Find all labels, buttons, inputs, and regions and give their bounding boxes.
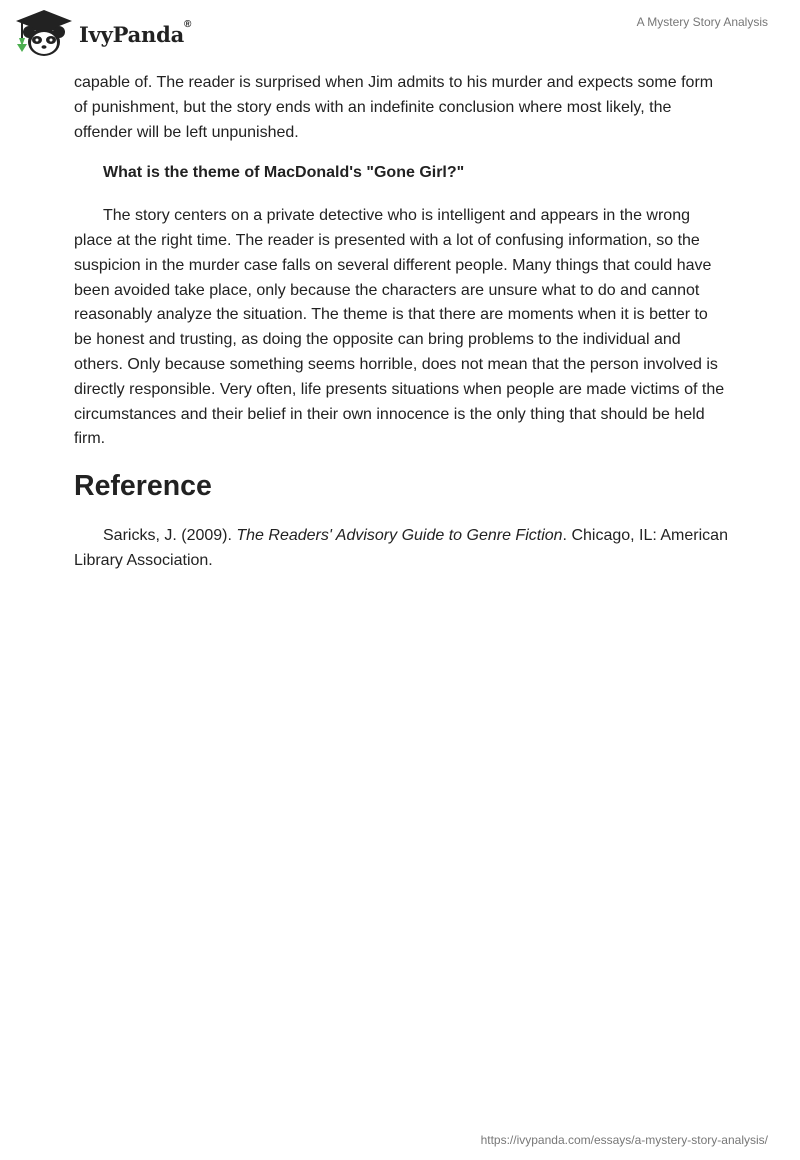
page-header [0, 0, 800, 70]
source-url[interactable]: https://ivypanda.com/essays/a-mystery-story-analysis/ [480, 1133, 768, 1147]
reference-publisher: . Chicago, IL: American Library Association. [74, 527, 728, 569]
logo-wordmark [79, 18, 192, 47]
paragraph-theme: The story centers on a private detective who is intelligent and appears in the wrong place at the right time. The reader is presented with a lot of confusing information, so the suspicion in the murder case falls on several different people. Many things that could have been avoided take place, only because the characters are unsure what to do and cannot reasonably analyze the situation. The theme is that there are moments when it is better to be honest and trusting, as doing the opposite can bring problems to the individual and others. Only because something seems horrible, does not mean that the person involved is directly responsible. Very often, life presents situations when people are made victims of the circumstances and their belief in their own innocence is the only thing that should be held firm. [74, 207, 725, 448]
essay-content [74, 71, 730, 574]
paragraph-continued: capable of. The reader is surprised when Jim admits to his murder and expects some form of punishment, but the story ends with an indefinite conclusion where most likely, the offender will be left unpunished. [74, 74, 714, 141]
ivypanda-logo[interactable] [14, 8, 191, 58]
question-heading: What is the theme of MacDonald's "Gone Girl?" [103, 164, 465, 182]
reference-heading: Reference [74, 470, 212, 503]
running-title: A Mystery Story Analysis [636, 15, 768, 29]
reference-title: The Readers' Advisory Guide to Genre Fiction [236, 527, 563, 545]
reference-author-year: Saricks, J. (2009). [103, 527, 237, 545]
logo-name: IvyPanda [79, 21, 185, 47]
panda-graduation-cap-icon [14, 8, 74, 58]
registered-mark: ® [184, 18, 192, 30]
reference-entry [74, 524, 730, 574]
